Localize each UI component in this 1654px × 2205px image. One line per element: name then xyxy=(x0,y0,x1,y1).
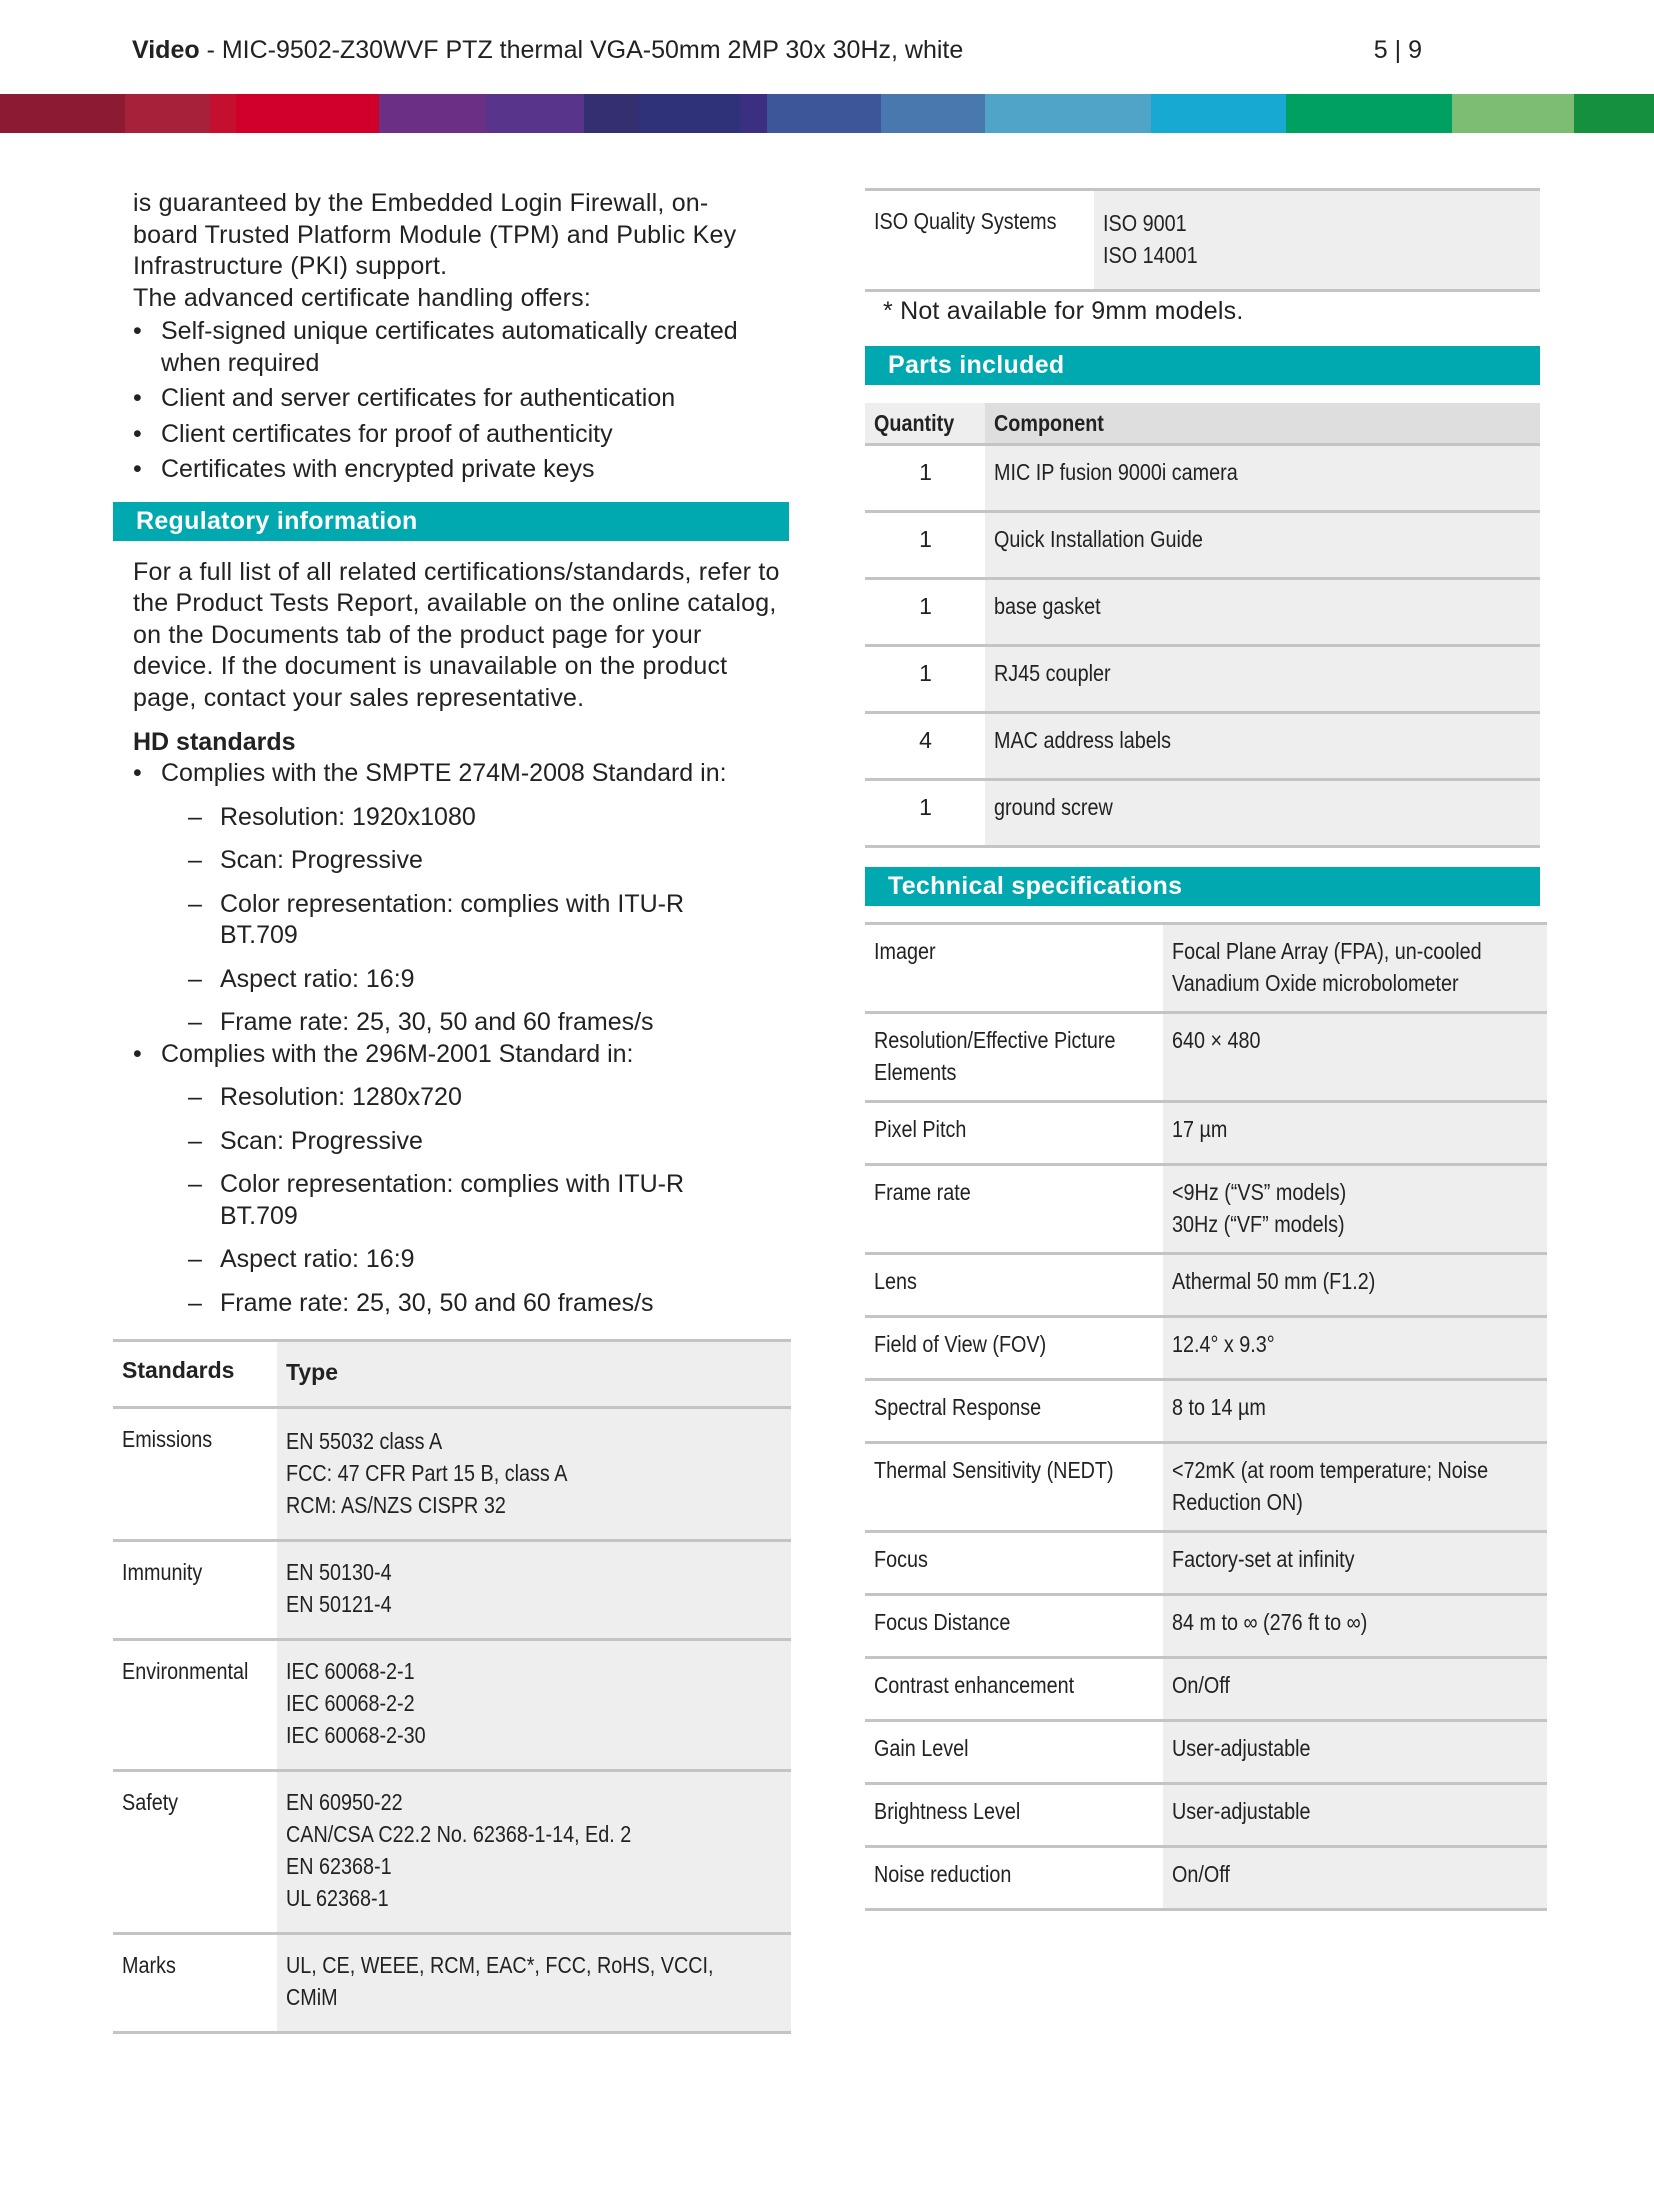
cell-text: 12.4° x 9.3° xyxy=(1171,1330,1275,1357)
cell-text: Quantity xyxy=(874,409,955,436)
cell-text: <9Hz (“VS” models) xyxy=(1171,1178,1347,1205)
cell-text: Athermal 50 mm (F1.2) xyxy=(1171,1267,1376,1294)
band-segment xyxy=(486,94,584,133)
bullet-icon: • xyxy=(133,419,142,448)
sub-list-item-text: Scan: Progressive xyxy=(220,1126,423,1155)
cell-text: MAC address labels xyxy=(994,726,1171,753)
dash-icon: – xyxy=(188,964,202,993)
sub-list-item-text: Resolution: 1920x1080 xyxy=(220,802,476,831)
cell-text: User-adjustable xyxy=(1171,1734,1311,1761)
row-value xyxy=(277,1934,791,2033)
list-item-text: Client and server certificates for authentication xyxy=(161,384,676,412)
sub-list-item-text: Aspect ratio: 16:9 xyxy=(220,1245,415,1273)
row-label xyxy=(865,1657,1163,1720)
row-value xyxy=(1163,1316,1548,1379)
cell-text: FCC: 47 CFR Part 15 B, class A xyxy=(286,1460,568,1486)
table-row xyxy=(113,1771,791,1934)
row-value xyxy=(1163,1164,1548,1253)
cell-text: EN 50121-4 xyxy=(286,1591,392,1617)
hd-standards-list xyxy=(113,1039,789,1071)
row-label xyxy=(113,1408,277,1541)
sub-list-item xyxy=(188,1082,789,1114)
intro-line: board Trusted Platform Module (TPM) and Public Key xyxy=(133,220,737,249)
sub-list-item-text: Frame rate: 25, 30, 50 and 60 frames/s xyxy=(220,1008,654,1036)
cell-text: On/Off xyxy=(1171,1671,1230,1698)
sub-list-item-text: Resolution: 1280x720 xyxy=(220,1083,462,1111)
sub-list-item-text: Frame rate: 25, 30, 50 and 60 frames/s xyxy=(220,1288,654,1317)
cell-text: <72mK (at room temperature; Noise xyxy=(1171,1456,1488,1483)
row-label xyxy=(865,1164,1163,1253)
row-value xyxy=(1163,1253,1548,1316)
band-segment xyxy=(236,94,379,133)
band-segment xyxy=(1452,94,1573,133)
sub-list-item xyxy=(188,1244,789,1276)
dash-icon: – xyxy=(188,1008,202,1036)
table-row xyxy=(113,1640,791,1771)
quantity-cell: 1 xyxy=(865,645,985,712)
cell-text: MIC IP fusion 9000i camera xyxy=(994,458,1238,485)
cell-text: User-adjustable xyxy=(1171,1797,1311,1824)
list-item xyxy=(133,1039,789,1071)
row-value xyxy=(277,1408,791,1541)
certificate-list xyxy=(113,316,789,486)
page-number: 5 | 9 xyxy=(1373,36,1422,64)
title-separator: - xyxy=(199,36,222,64)
cell-text: ISO Quality Systems xyxy=(874,208,1057,234)
table-row xyxy=(865,923,1547,1012)
dash-icon: – xyxy=(188,1126,202,1155)
band-segment xyxy=(1286,94,1452,133)
regulatory-paragraph: For a full list of all related certifications/standards, refer to the Product Tests Report, available on the online catalog, on the Documents tab of the product page for your device. If the document is unavailable on the product page, contact your sales representative. xyxy=(133,557,780,712)
cell-text: Marks xyxy=(122,1952,176,1978)
sub-list-item xyxy=(188,964,789,996)
cell-text: UL 62368-1 xyxy=(286,1885,389,1911)
sub-list-item xyxy=(188,889,789,952)
cell-text: Vanadium Oxide microbolometer xyxy=(1171,969,1459,996)
cell-text: EN 60950-22 xyxy=(286,1789,403,1815)
table-row xyxy=(865,1101,1547,1164)
column-header xyxy=(865,403,985,445)
cell-text: Reduction ON) xyxy=(1171,1488,1303,1515)
title-product: MIC-9502-Z30WVF PTZ thermal VGA-50mm 2MP 30x 30Hz, white xyxy=(221,36,964,64)
table-row xyxy=(865,1720,1547,1783)
table-row xyxy=(865,578,1540,645)
cell-text: IEC 60068-2-30 xyxy=(286,1722,426,1748)
table-row xyxy=(865,712,1540,779)
cell-text: On/Off xyxy=(1171,1860,1230,1887)
cell-text: Noise reduction xyxy=(874,1860,1012,1887)
dash-icon: – xyxy=(188,1170,202,1198)
dash-icon: – xyxy=(188,1083,202,1111)
bullet-icon: • xyxy=(133,1039,142,1068)
row-value xyxy=(1163,1101,1548,1164)
sub-list-item-text: Aspect ratio: 16:9 xyxy=(220,964,415,993)
quantity-cell: 1 xyxy=(865,779,985,846)
row-value xyxy=(1163,1657,1548,1720)
section-header-parts: Parts included xyxy=(865,346,1540,385)
parts-table xyxy=(865,403,1540,848)
cell-text: Brightness Level xyxy=(874,1797,1021,1824)
row-label xyxy=(865,1783,1163,1846)
right-column xyxy=(865,188,1540,1911)
list-item-text: Client certificates for proof of authenticity xyxy=(161,419,613,448)
cell-text: Focal Plane Array (FPA), un-cooled xyxy=(1171,937,1482,964)
quantity-cell: 1 xyxy=(865,578,985,645)
table-row xyxy=(113,1541,791,1640)
component-cell xyxy=(985,578,1540,645)
sub-list-item xyxy=(188,1169,789,1232)
row-label xyxy=(865,1012,1163,1101)
intro-line: Infrastructure (PKI) support. xyxy=(133,252,448,280)
table-row xyxy=(865,1316,1547,1379)
table-row xyxy=(865,1012,1547,1101)
list-item-text: Certificates with encrypted private keys xyxy=(161,455,595,483)
sub-list-item-text: Scan: Progressive xyxy=(220,846,423,874)
row-label xyxy=(865,923,1163,1012)
list-item xyxy=(133,454,789,486)
table-row xyxy=(865,1379,1547,1442)
table-row xyxy=(865,1846,1547,1909)
row-value xyxy=(1163,1531,1548,1594)
technical-specs-table xyxy=(865,922,1547,1911)
cell-text: Frame rate xyxy=(874,1178,971,1205)
cell-text: Contrast enhancement xyxy=(874,1671,1075,1698)
section-header-technical: Technical specifications xyxy=(865,867,1540,906)
table-row xyxy=(865,1442,1547,1531)
dash-icon: – xyxy=(188,889,202,918)
row-label xyxy=(865,1594,1163,1657)
bullet-icon: • xyxy=(133,455,142,483)
cell-text: CAN/CSA C22.2 No. 62368-1-14, Ed. 2 xyxy=(286,1821,632,1847)
list-item-text: Self-signed unique certificates automatically created when required xyxy=(161,317,738,377)
dash-icon: – xyxy=(188,1288,202,1317)
row-value xyxy=(1163,1720,1548,1783)
row-value xyxy=(1094,190,1540,291)
cell-text: ISO 14001 xyxy=(1103,242,1198,268)
cell-text: Pixel Pitch xyxy=(874,1115,967,1142)
component-cell xyxy=(985,712,1540,779)
sub-list xyxy=(113,802,789,1039)
footnote: * Not available for 9mm models. xyxy=(883,297,1244,325)
table-row xyxy=(865,1783,1547,1846)
bullet-icon: • xyxy=(133,384,142,412)
left-column xyxy=(113,188,789,2034)
quantity-cell: 1 xyxy=(865,444,985,511)
cell-text: 17 µm xyxy=(1171,1115,1228,1142)
list-item xyxy=(133,316,789,379)
cell-text: Imager xyxy=(874,937,936,964)
table-row xyxy=(865,779,1540,846)
sub-list-item xyxy=(188,1126,789,1158)
row-label xyxy=(865,1531,1163,1594)
table-row xyxy=(865,444,1540,511)
quantity-cell: 4 xyxy=(865,712,985,779)
table-header-row xyxy=(865,403,1540,445)
column-header: Standards xyxy=(113,1341,277,1408)
row-label xyxy=(113,1771,277,1934)
list-item xyxy=(133,383,789,415)
iso-table xyxy=(865,188,1540,292)
cell-text: EN 55032 class A xyxy=(286,1428,443,1454)
cell-text: Elements xyxy=(874,1058,957,1085)
cell-text: 8 to 14 µm xyxy=(1171,1393,1266,1420)
cell-text: IEC 60068-2-2 xyxy=(286,1690,415,1716)
cell-text: EN 50130-4 xyxy=(286,1559,392,1585)
cell-text: ISO 9001 xyxy=(1103,210,1187,236)
cell-text: Gain Level xyxy=(874,1734,969,1761)
cell-text: IEC 60068-2-1 xyxy=(286,1658,415,1684)
band-segment xyxy=(125,94,210,133)
band-segment xyxy=(1574,94,1654,133)
cell-text: 640 × 480 xyxy=(1171,1026,1261,1053)
bullet-icon: • xyxy=(133,759,142,787)
quantity-cell: 1 xyxy=(865,511,985,578)
row-label xyxy=(865,1720,1163,1783)
table-row xyxy=(865,190,1540,291)
cell-text: RCM: AS/NZS CISPR 32 xyxy=(286,1492,506,1518)
cell-text: 84 m to ∞ (276 ft to ∞) xyxy=(1171,1608,1368,1635)
band-segment xyxy=(1151,94,1287,133)
row-value xyxy=(1163,1442,1548,1531)
intro-line: is guaranteed by the Embedded Login Firewall, on- xyxy=(133,189,709,217)
dash-icon: – xyxy=(188,1245,202,1273)
row-value xyxy=(277,1541,791,1640)
list-item xyxy=(133,419,789,451)
sub-list xyxy=(113,1082,789,1319)
table-row xyxy=(865,1164,1547,1253)
color-band-decoration xyxy=(0,94,1654,133)
cell-text: Environmental xyxy=(122,1658,249,1684)
row-value xyxy=(1163,1012,1548,1101)
intro-line: The advanced certificate handling offers: xyxy=(133,283,592,312)
band-segment xyxy=(767,94,881,133)
dash-icon: – xyxy=(188,846,202,874)
band-segment xyxy=(985,94,1151,133)
row-value xyxy=(1163,1379,1548,1442)
band-segment xyxy=(881,94,984,133)
sub-list-item-text: Color representation: complies with ITU-R BT.709 xyxy=(220,889,685,949)
row-label xyxy=(865,1253,1163,1316)
hd-standards-heading: HD standards xyxy=(133,728,296,756)
cell-text: Component xyxy=(994,409,1104,436)
table-header-row xyxy=(113,1341,791,1408)
cell-text: Safety xyxy=(122,1789,179,1815)
cell-text: Emissions xyxy=(122,1426,213,1452)
cell-text: 30Hz (“VF” models) xyxy=(1171,1210,1345,1237)
list-item xyxy=(133,758,789,790)
bullet-icon: • xyxy=(133,317,142,345)
table-row xyxy=(865,1657,1547,1720)
component-cell xyxy=(985,511,1540,578)
section-header-regulatory: Regulatory information xyxy=(113,502,789,541)
cell-text: UL, CE, WEEE, RCM, EAC*, FCC, RoHS, VCCI, xyxy=(286,1952,714,1978)
cell-text: Factory-set at infinity xyxy=(1171,1545,1355,1572)
sub-list-item xyxy=(188,845,789,877)
table-row xyxy=(865,645,1540,712)
table-row xyxy=(113,1934,791,2033)
row-value xyxy=(1163,923,1548,1012)
table-row xyxy=(865,1594,1547,1657)
page-header xyxy=(132,36,1422,68)
sub-list-item xyxy=(188,1007,789,1039)
cell-text: ground screw xyxy=(994,793,1113,820)
cell-text: EN 62368-1 xyxy=(286,1853,392,1879)
cell-text: Field of View (FOV) xyxy=(874,1330,1047,1357)
row-label xyxy=(865,1846,1163,1909)
cell-text: Thermal Sensitivity (NEDT) xyxy=(874,1456,1114,1483)
component-cell xyxy=(985,645,1540,712)
cell-text: Focus Distance xyxy=(874,1608,1011,1635)
table-row xyxy=(865,1531,1547,1594)
list-item-text: Complies with the 296M-2001 Standard in: xyxy=(161,1039,634,1068)
cell-text: Immunity xyxy=(122,1559,203,1585)
band-segment xyxy=(584,94,638,133)
row-value xyxy=(1163,1846,1548,1909)
row-value xyxy=(1163,1594,1548,1657)
cell-text: RJ45 coupler xyxy=(994,659,1111,686)
list-item-text: Complies with the SMPTE 274M-2008 Standard in: xyxy=(161,759,727,787)
cell-text: Focus xyxy=(874,1545,928,1572)
document-title xyxy=(132,36,963,65)
row-value xyxy=(277,1640,791,1771)
row-value xyxy=(1163,1783,1548,1846)
row-label xyxy=(113,1934,277,2033)
column-header: Type xyxy=(277,1341,791,1408)
sub-list-item-text: Color representation: complies with ITU-R BT.709 xyxy=(220,1170,685,1230)
cell-text: CMiM xyxy=(286,1984,338,2010)
intro-paragraph xyxy=(113,188,789,314)
band-segment xyxy=(379,94,486,133)
band-segment xyxy=(0,94,125,133)
table-row xyxy=(865,1253,1547,1316)
table-row xyxy=(113,1408,791,1541)
row-label xyxy=(865,1316,1163,1379)
hd-standards-list xyxy=(113,758,789,790)
row-label xyxy=(865,1442,1163,1531)
cell-text: Quick Installation Guide xyxy=(994,525,1203,552)
row-label xyxy=(865,1379,1163,1442)
component-cell xyxy=(985,444,1540,511)
component-cell xyxy=(985,779,1540,846)
sub-list-item xyxy=(188,1288,789,1320)
sub-list-item xyxy=(188,802,789,834)
row-label xyxy=(113,1541,277,1640)
cell-text: Resolution/Effective Picture xyxy=(874,1026,1116,1053)
dash-icon: – xyxy=(188,802,202,831)
band-segment xyxy=(638,94,741,133)
cell-text: Lens xyxy=(874,1267,917,1294)
cell-text: base gasket xyxy=(994,592,1101,619)
band-segment xyxy=(210,94,237,133)
table-row xyxy=(865,511,1540,578)
row-label xyxy=(113,1640,277,1771)
cell-text: Spectral Response xyxy=(874,1393,1042,1420)
band-segment xyxy=(740,94,767,133)
row-label xyxy=(865,190,1094,291)
column-header xyxy=(985,403,1540,445)
row-value xyxy=(277,1771,791,1934)
title-category: Video xyxy=(132,36,200,64)
standards-table xyxy=(113,1339,791,2034)
row-label xyxy=(865,1101,1163,1164)
